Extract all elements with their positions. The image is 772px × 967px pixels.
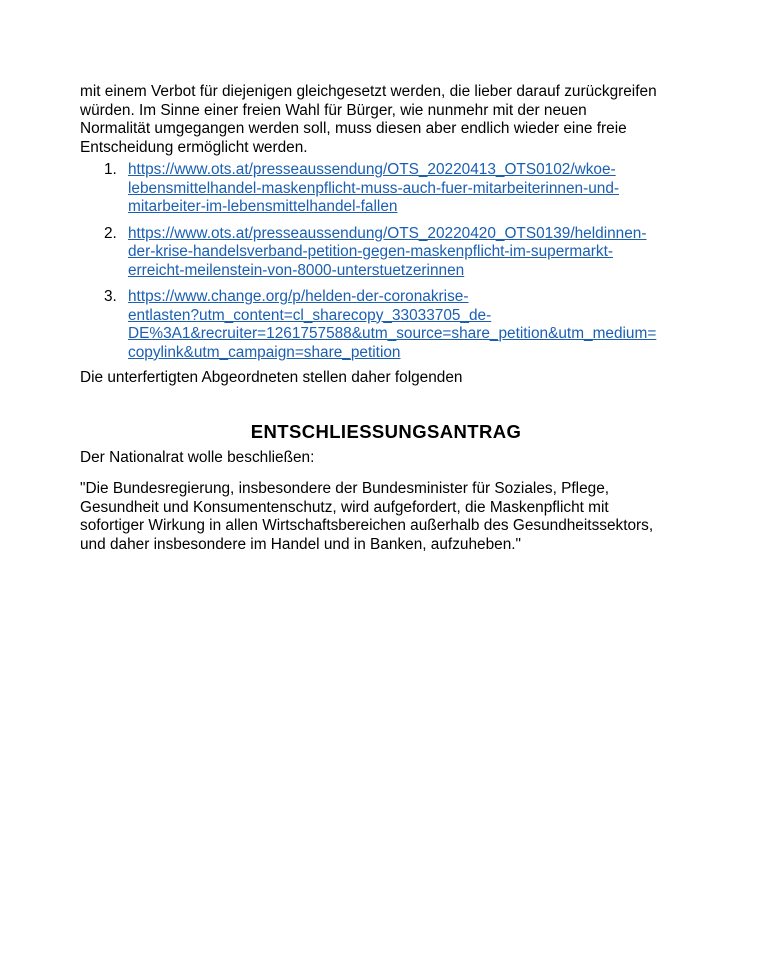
reference-item bbox=[80, 225, 692, 281]
reference-item bbox=[80, 288, 692, 362]
paragraph-line: Entscheidung ermöglicht werden. bbox=[80, 138, 308, 156]
link-line: DE%3A1&recruiter=1261757588&utm_source=share_petition&utm_medium= bbox=[128, 325, 657, 342]
motion-heading: ENTSCHLIESSUNGSANTRAG bbox=[250, 420, 522, 442]
reference-number: 2. bbox=[104, 224, 117, 242]
link-line: https://www.ots.at/presseaussendung/OTS_20220420_OTS0139/heldinnen- bbox=[128, 224, 647, 242]
resolution-line: sofortiger Wirkung in allen Wirtschaftsbereichen außerhalb des Gesundheitssektors, bbox=[80, 517, 654, 534]
reference-number: 1. bbox=[104, 161, 117, 178]
link-line: copylink&utm_campaign=share_petition bbox=[128, 343, 401, 361]
link-line: entlasten?utm_content=cl_sharecopy_33033705_de- bbox=[128, 306, 492, 324]
reference-link[interactable] bbox=[128, 288, 692, 362]
paragraph-line: mit einem Verbot für diejenigen gleichgesetzt werden, die lieber darauf zurückgreifen bbox=[80, 83, 657, 100]
link-line: mitarbeiter-im-lebensmittelhandel-fallen bbox=[128, 198, 398, 215]
reference-number: 3. bbox=[104, 288, 117, 305]
reference-link[interactable] bbox=[128, 161, 692, 217]
resolution-line: und daher insbesondere im Handel und in Banken, aufzuheben." bbox=[80, 535, 521, 553]
resolution-line: "Die Bundesregierung, insbesondere der Bundesminister für Soziales, Pflege, bbox=[80, 480, 610, 497]
paragraph-line: würden. Im Sinne einer freien Wahl für Bürger, wie nunmehr mit der neuen bbox=[80, 101, 587, 119]
resolution-intro: Der Nationalrat wolle beschließen: bbox=[80, 448, 315, 466]
reference-link[interactable] bbox=[128, 225, 692, 281]
reference-list bbox=[80, 161, 692, 362]
link-line: der-krise-handelsverband-petition-gegen-maskenpflicht-im-supermarkt- bbox=[128, 243, 614, 260]
closing-sentence: Die unterfertigten Abgeordneten stellen daher folgenden bbox=[80, 369, 463, 386]
paragraph-line: Normalität umgegangen werden soll, muss diesen aber endlich wieder eine freie bbox=[80, 120, 627, 137]
link-line: lebensmittelhandel-maskenpflicht-muss-auch-fuer-mitarbeiterinnen-und- bbox=[128, 179, 620, 197]
body-paragraph bbox=[80, 83, 692, 157]
link-line: https://www.change.org/p/helden-der-coronakrise- bbox=[128, 288, 469, 305]
link-line: erreicht-meilenstein-von-8000-unterstuetzerinnen bbox=[128, 261, 465, 279]
reference-item bbox=[80, 161, 692, 217]
link-line: https://www.ots.at/presseaussendung/OTS_20220413_OTS0102/wkoe- bbox=[128, 161, 616, 178]
document-body bbox=[80, 83, 692, 554]
resolution-line: Gesundheit und Konsumentenschutz, wird aufgefordert, die Maskenpflicht mit bbox=[80, 498, 609, 516]
resolution-text bbox=[80, 480, 692, 554]
